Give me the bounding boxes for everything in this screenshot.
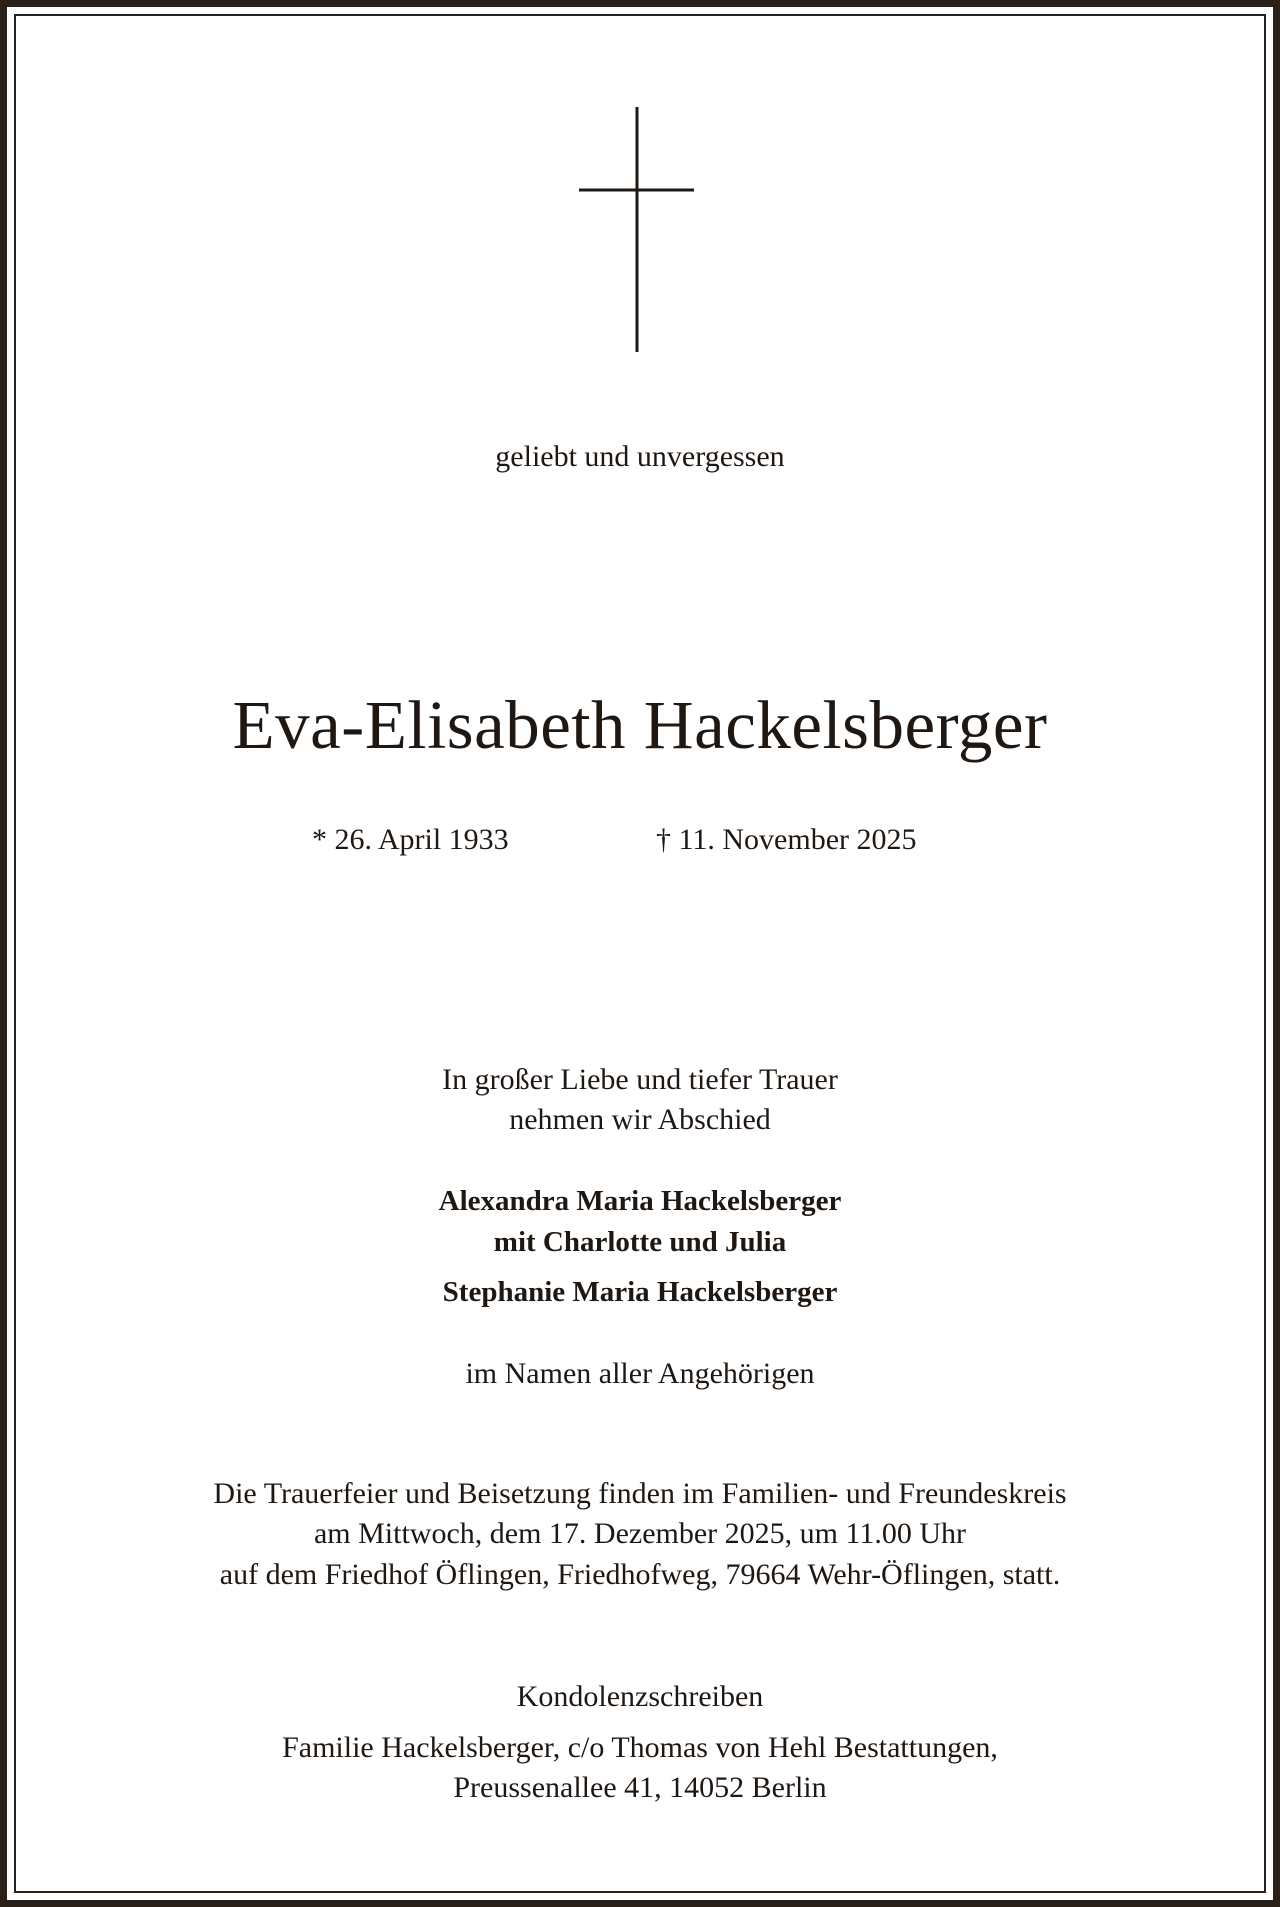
deceased-name: Eva-Elisabeth Hackelsberger bbox=[232, 687, 1048, 763]
inner-border bbox=[14, 14, 1266, 1893]
service-line-2: am Mittwoch, dem 17. Dezember 2025, um 11.00 Uhr bbox=[313, 1517, 967, 1550]
on-behalf-text: im Namen aller Angehörigen bbox=[465, 1357, 815, 1390]
service-line-3: auf dem Friedhof Öflingen, Friedhofweg, 79664 Wehr-Öflingen, statt. bbox=[219, 1558, 1061, 1591]
farewell-line-1: In großer Liebe und tiefer Trauer bbox=[442, 1063, 838, 1096]
birth-date: * 26. April 1933 bbox=[312, 823, 509, 856]
condolence-address-line-2: Preussenallee 41, 14052 Berlin bbox=[453, 1771, 827, 1804]
farewell-line-2: nehmen wir Abschied bbox=[509, 1103, 771, 1136]
motto-text: geliebt und unvergessen bbox=[495, 440, 785, 473]
mourner-name-2: mit Charlotte und Julia bbox=[493, 1226, 787, 1258]
mourner-name-3: Stephanie Maria Hackelsberger bbox=[442, 1276, 838, 1308]
death-date: † 11. November 2025 bbox=[656, 823, 917, 856]
condolence-address-line-1: Familie Hackelsberger, c/o Thomas von Hehl Bestattungen, bbox=[282, 1731, 998, 1764]
service-line-1: Die Trauerfeier und Beisetzung finden im Familien- und Freundeskreis bbox=[213, 1477, 1067, 1510]
condolence-heading: Kondolenzschreiben bbox=[516, 1680, 764, 1713]
mourner-name-1: Alexandra Maria Hackelsberger bbox=[438, 1185, 842, 1217]
